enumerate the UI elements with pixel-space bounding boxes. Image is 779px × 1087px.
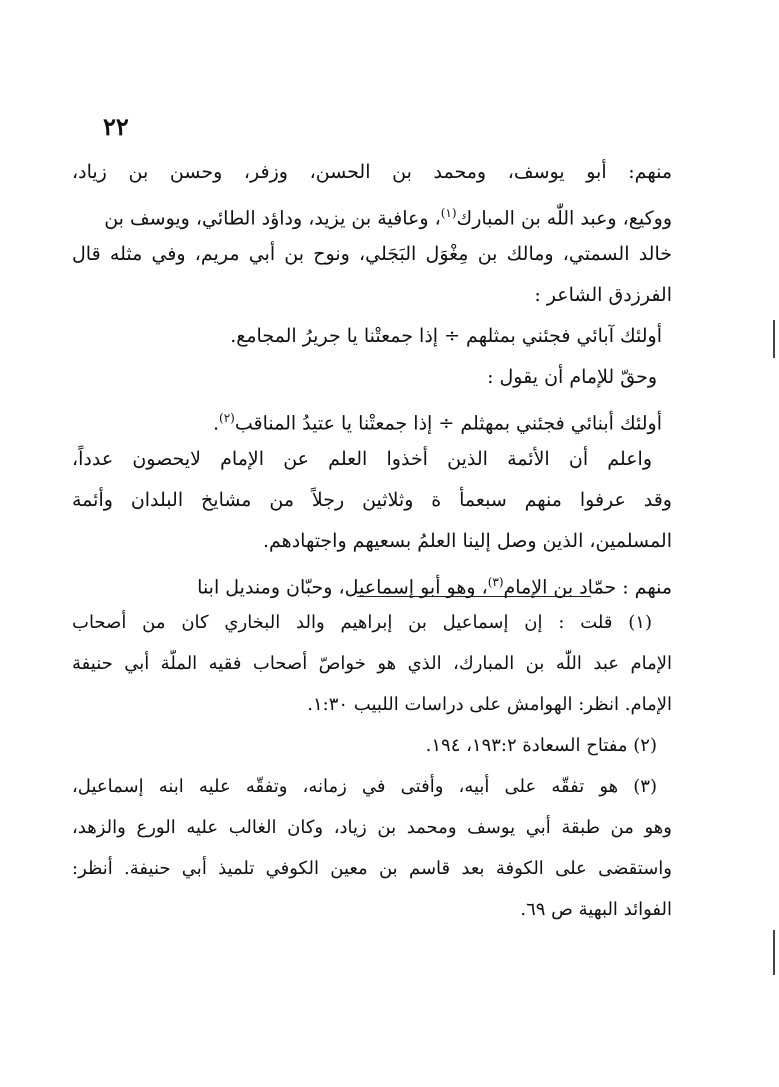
main-text-line: الفرزدق الشاعر : [534,284,672,306]
footnote-ref[interactable]: (٢) [219,411,235,425]
main-text-line: وحقّ للإمام أن يقول : [487,366,657,388]
verse-line: أولئك آبائي فجئني بمثلهم ÷ إذا جمعتْنا يا جريرُ المجامع. [230,325,662,347]
footnote-line: وهو من طبقة أبي يوسف ومحمد بن زياد، وكان الغالب عليه الورع والزهد، [72,817,672,838]
footnote-line: الإمام. انظر: الهوامش على دراسات اللبيب ١:٣٠. [307,694,672,715]
footnote-ref[interactable]: (٣) [487,575,504,589]
main-text-line [72,199,672,232]
main-text-line: خالد السمتي، ومالك بن مِغْوَل البَجَلي، ونوح بن أبي مريم، وفي مثله قال [72,243,672,265]
main-text-line: المسلمين، الذين وصل إلينا العلمُ بسعيهم واجتهادهم. [262,530,672,552]
main-text-segment: منهم : حمّاد بن الإمام [503,576,672,599]
footnote-line: (١) قلت : إن إسماعيل بن إبراهيم والد البخاري كان من أصحاب [72,612,652,633]
footnote-separator [357,596,591,597]
main-text-line: وقد عرفوا منهم سبعمأ ة وثلاثين رجلاً من مشايخ البلدان وأئمة [72,489,672,511]
footnote-line: (٢) مفتاح السعادة ١٩٣:٢، ١٩٤. [425,735,657,756]
footnote-ref[interactable]: (١) [440,206,457,220]
scan-edge-mark [773,930,775,975]
footnote-line: الفوائد البهية ص ٦٩. [520,899,672,920]
main-text-segment: ، وهو أبو إسماعيل، وحبّان ومنديل ابنا [197,576,488,599]
footnote-line: (٣) هو تفقّه على أبيه، وأفتى في زمانه، وتفقّه عليه ابنه إسماعيل، [72,776,657,797]
verse-text: أولئك أبنائي فجئني بمهثلم ÷ إذا جمعتْنا يا عتيدُ المناقب [234,412,662,435]
main-text-line: منهم: أبو يوسف، ومحمد بن الحسن، وزفر، وحسن بن زياد، [72,161,672,183]
verse-line [72,404,662,437]
footnote-line: الإمام عبد اللّٰه بن المبارك، الذي هو خواصّ أصحاب فقيه الملّة أبي حنيفة [72,653,672,674]
verse-period: . [212,412,219,435]
footnote-line: واستقضى على الكوفة بعد قاسم بن معين الكوفي تلميذ أبي حنيفة. أنظر: [72,858,672,879]
main-text-line: واعلم أن الأئمة الذين أخذوا العلم عن الإمام لايحصون عدداً، [72,448,652,470]
scan-edge-mark [773,320,775,358]
main-text-segment: ووكيع، وعبد اللّٰه بن المبارك [456,207,672,230]
page-number: ٢٢ [103,112,129,141]
main-text-segment: ، وعافية بن يزيد، وداؤد الطائي، ويوسف بن [104,207,441,230]
